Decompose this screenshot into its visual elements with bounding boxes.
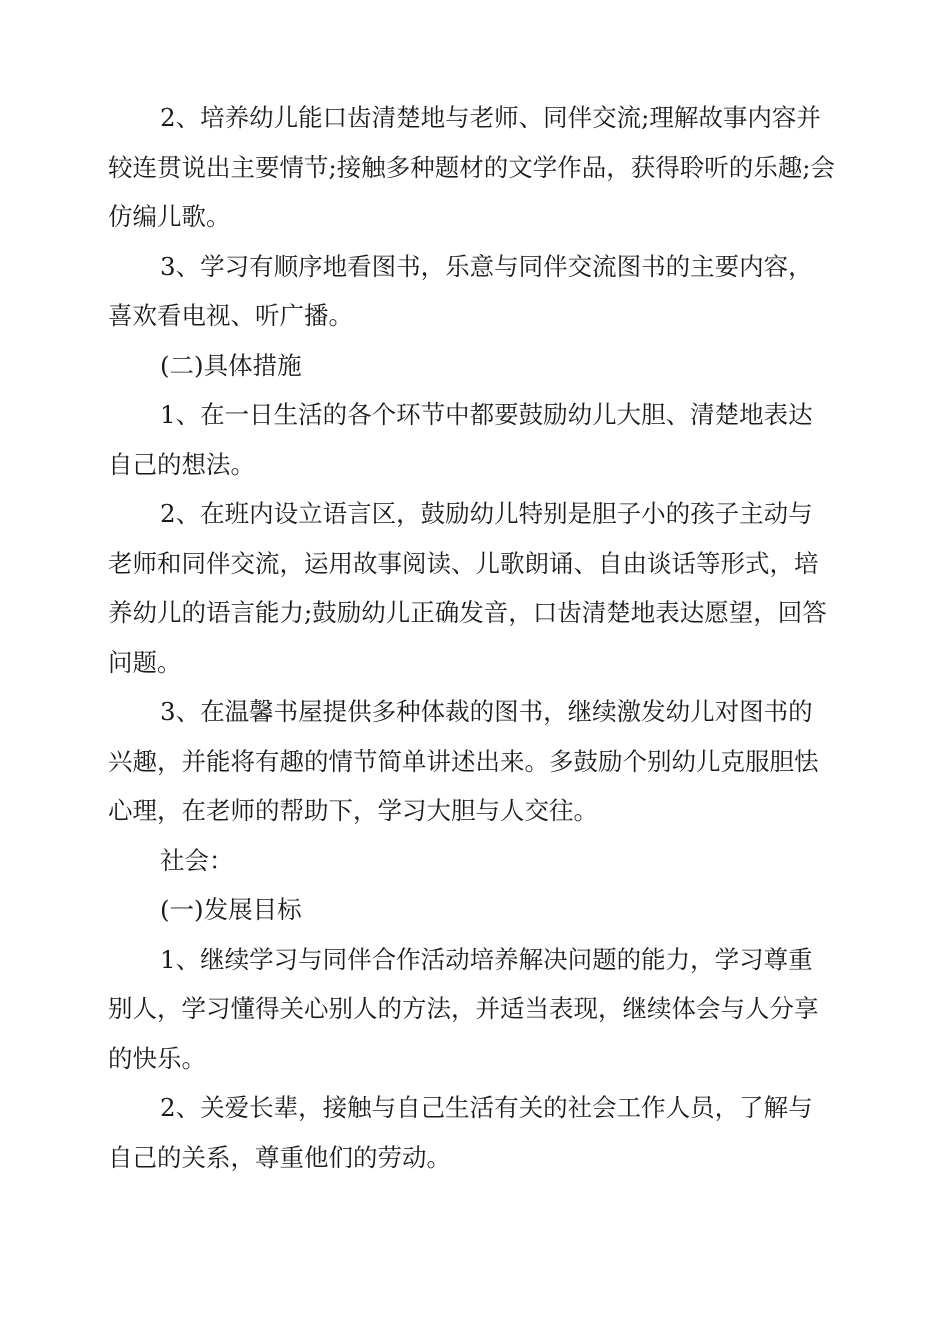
heading-society: 社会： [160,845,234,875]
heading-development-goals: (一)发展目标 [160,895,302,924]
paragraph-measure-3: 3、在温馨书屋提供多种体裁的图书，继续激发幼儿对图书的兴趣，并能将有趣的情节简单讲述出来。多鼓励个别幼儿克服胆怯心理，在老师的帮助下，学习大胆与人交往。 [108,697,819,825]
paragraph-language-goal-3: 3、学习有顺序地看图书，乐意与同伴交流图书的主要内容，喜欢看电视、听广播。 [108,251,813,330]
paragraph-society-goal-2: 2、关爱长辈，接触与自己生活有关的社会工作人员，了解与自己的关系，尊重他们的劳动。 [108,1093,813,1172]
paragraph-society-goal-1: 1、继续学习与同伴合作活动培养解决问题的能力，学习尊重别人，学习懂得关心别人的方法，并适当表现，继续体会与人分享的快乐。 [108,944,819,1073]
paragraph-measure-2: 2、在班内设立语言区，鼓励幼儿特别是胆子小的孩子主动与老师和同伴交流，运用故事阅读、儿歌朗诵、自由谈话等形式，培养幼儿的语言能力;鼓励幼儿正确发音，口齿清楚地表达愿望，回答问题。 [108,499,827,677]
heading-specific-measures: (二)具体措施 [160,350,302,380]
paragraph-measure-1: 1、在一日生活的各个环节中都要鼓励幼儿大胆、清楚地表达自己的想法。 [108,400,813,479]
document-body [108,93,836,1182]
paragraph-language-goal-2: 2、培养幼儿能口齿清楚地与老师、同伴交流;理解故事内容并较连贯说出主要情节;接触多种题材的文学作品，获得聆听的乐趣;会仿编儿歌。 [108,103,836,231]
